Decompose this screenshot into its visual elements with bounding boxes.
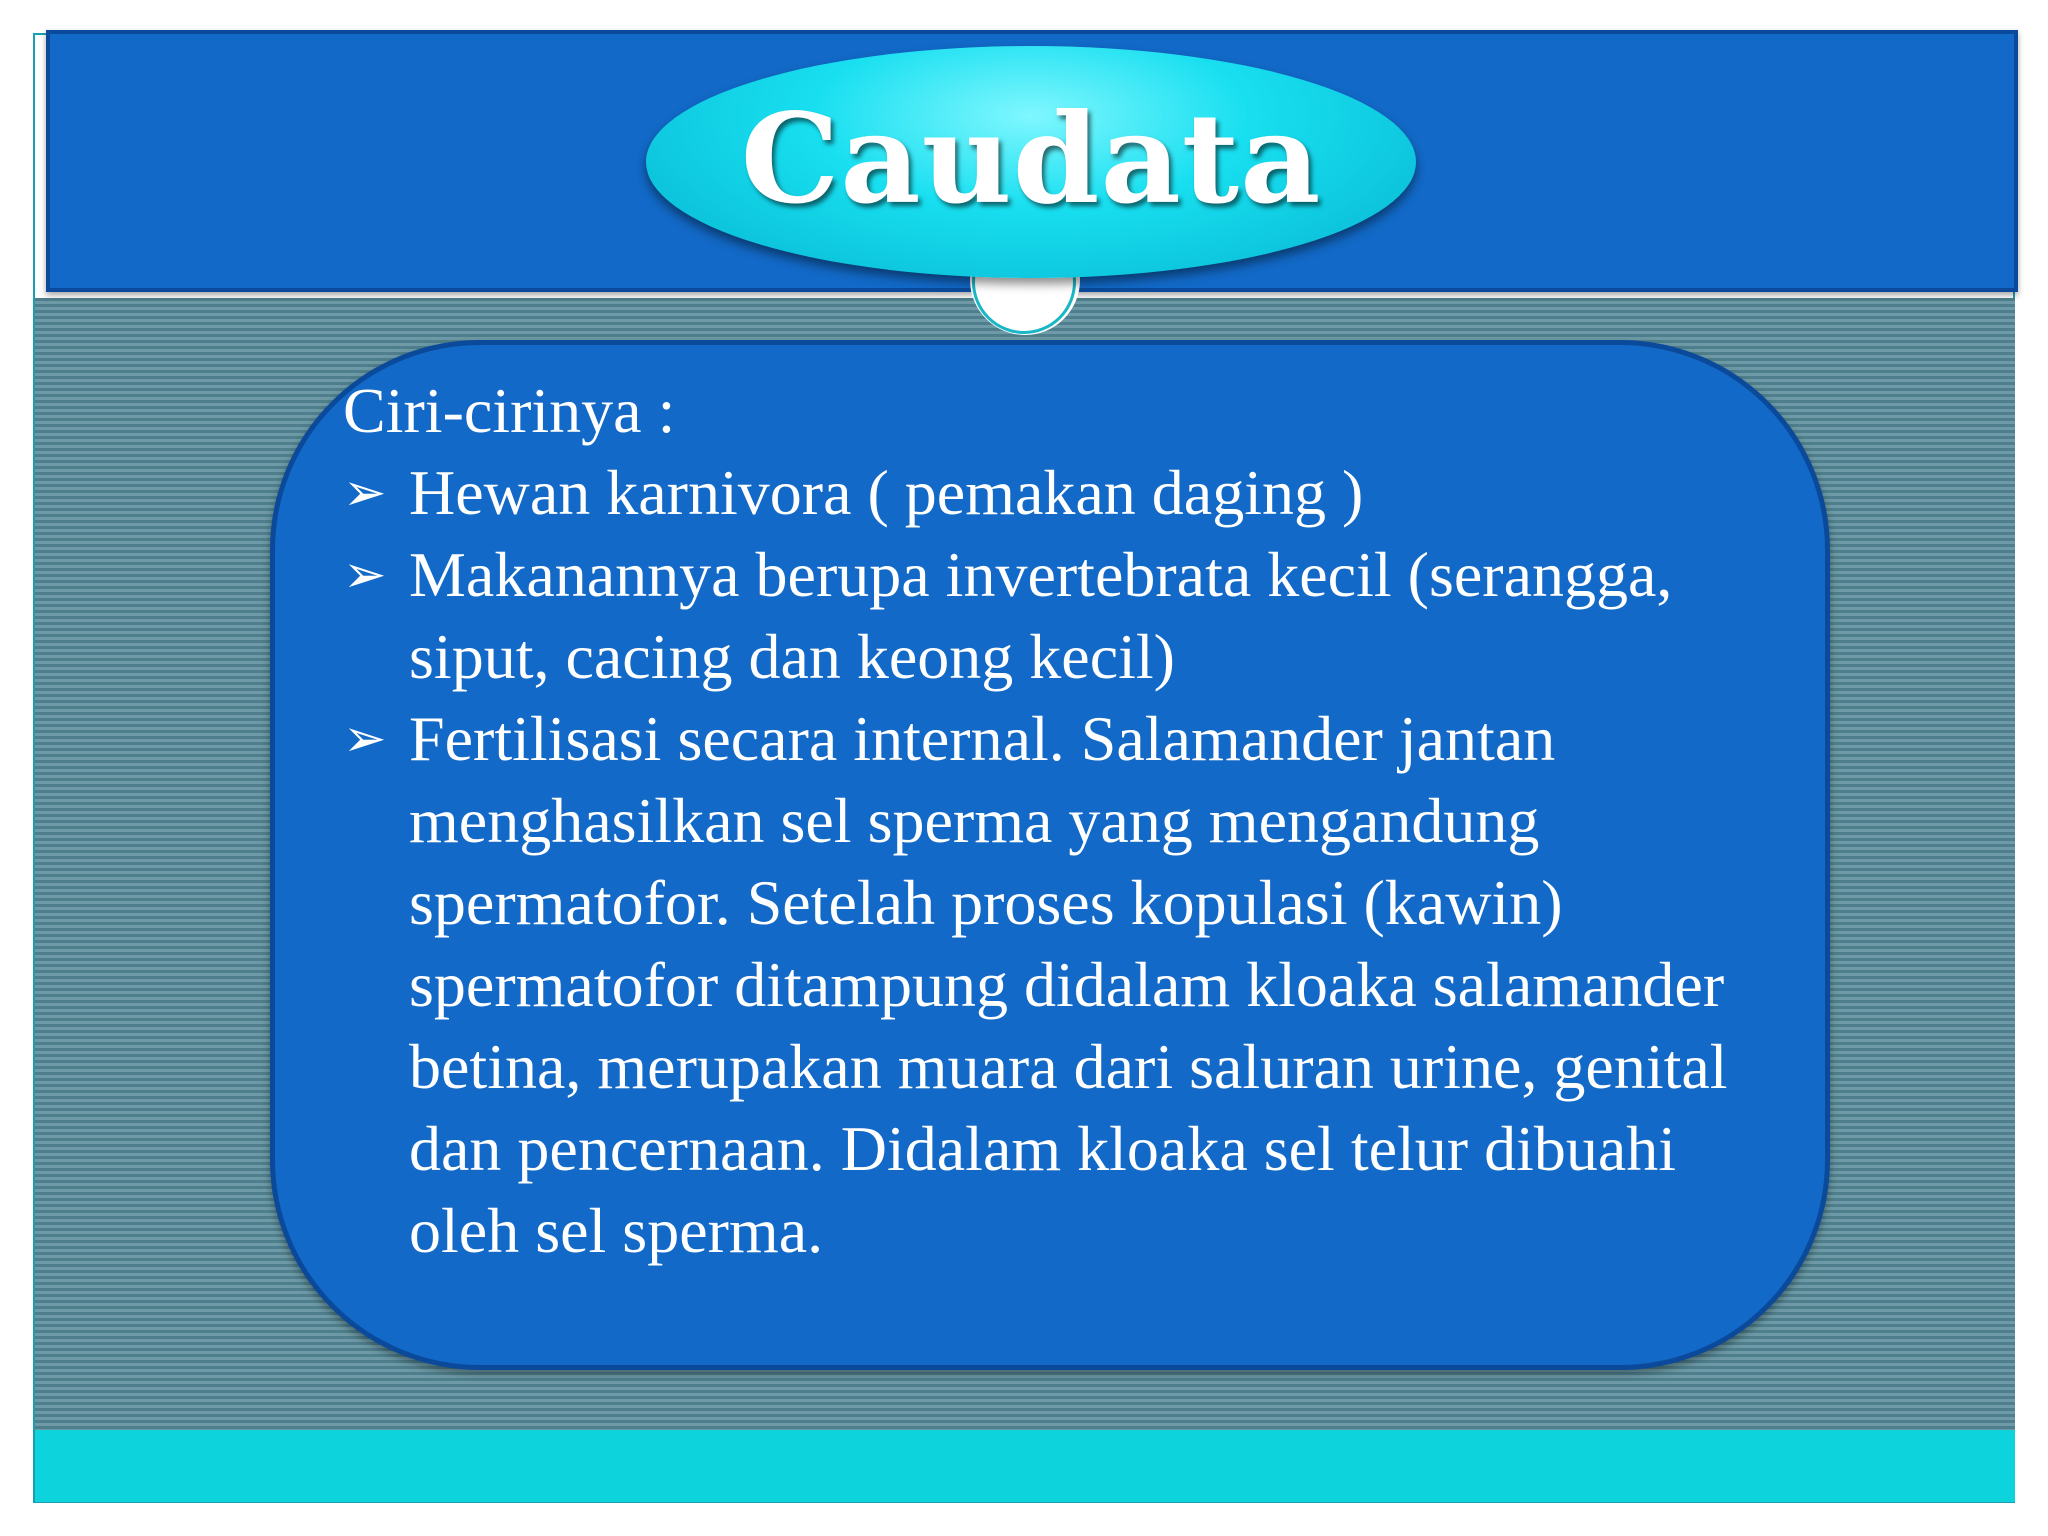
slide-title: Caudata <box>740 86 1322 232</box>
bullet-text: Hewan karnivora ( pemakan daging ) <box>409 457 1364 528</box>
bullet-item <box>343 452 1783 534</box>
bullet-item <box>343 698 1783 1272</box>
title-oval <box>646 46 1416 278</box>
bullet-text: Fertilisasi secara internal. Salamander jantan menghasilkan sel sperma yang mengandung spermatofor. Setelah proses kopulasi (kawin) spermatofor ditampung didalam kloaka salamander betina, merupakan muara dari saluran urine, genital dan pencernaan. Didalam kloaka sel telur dibuahi oleh sel sperma. <box>409 703 1728 1266</box>
bullet-item <box>343 534 1783 698</box>
bottom-accent-band <box>35 1430 2015 1502</box>
content-text <box>343 370 1783 1272</box>
arrowhead-bullet-icon: ➢ <box>343 463 387 523</box>
intro-label: Ciri-cirinya : <box>343 375 676 446</box>
arrowhead-bullet-icon: ➢ <box>343 545 387 605</box>
arrowhead-bullet-icon: ➢ <box>343 709 387 769</box>
bullet-text: Makanannya berupa invertebrata kecil (serangga, siput, cacing dan keong kecil) <box>409 539 1673 692</box>
